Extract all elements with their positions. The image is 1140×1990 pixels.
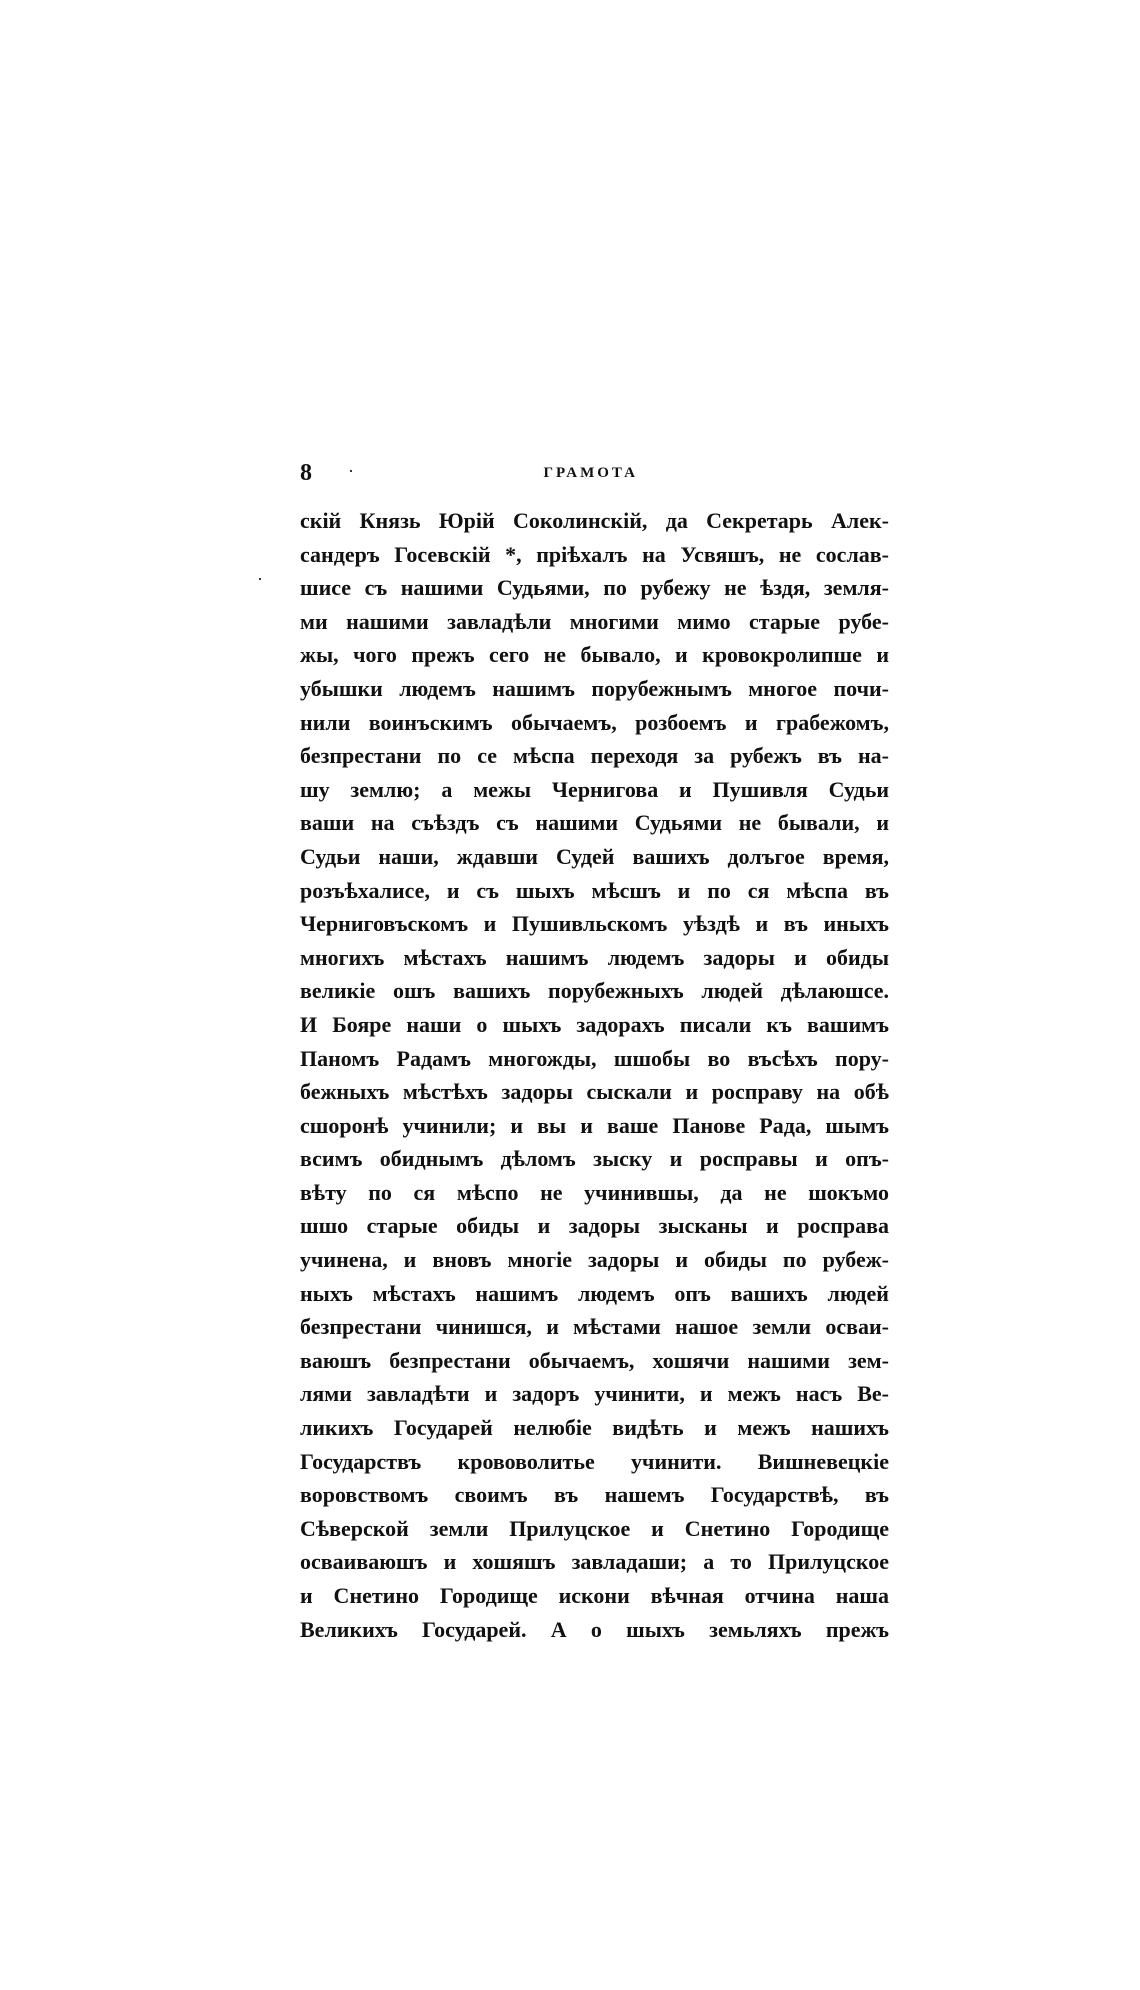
margin-mark: · — [257, 569, 263, 589]
text-line: сшоронѣ учинили; и вы и ваше Панове Рада, шымъ — [300, 1112, 889, 1138]
text-line: Паномъ Радамъ многожды, шшобы во въсѣхъ пору- — [300, 1045, 889, 1071]
text-line: безпрестани чинишся, и мѣстами нашое земли осваи- — [300, 1314, 889, 1340]
text-line: безпрестани по се мѣспа переходя за рубежъ въ на- — [300, 743, 889, 769]
text-line: жы, чого прежъ сего не бывало, и кровокролипше и — [300, 642, 889, 668]
text-line: ваюшъ безпрестани обычаемъ, хошячи нашими зем- — [300, 1347, 889, 1373]
text-line: многихъ мѣстахъ нашимъ людемъ задоры и обиды — [300, 944, 889, 970]
text-line: ваши на съѣздъ съ нашими Судьями не бывали, и — [300, 810, 889, 836]
text-line: лями завладѣти и задоръ учинити, и межъ насъ Ве- — [300, 1381, 889, 1407]
text-line: шисе съ нашими Судьями, по рубежу не ѣздя, земля- — [300, 575, 889, 601]
text-line: Великихъ Государей. А о шыхъ земьляхъ прежъ — [300, 1616, 889, 1642]
text-line: всимъ обиднымъ дѣломъ зыску и росправы и опъ- — [300, 1146, 889, 1172]
body-text — [300, 504, 889, 1646]
text-line: розъѣхалисе, и съ шыхъ мѣсшъ и по ся мѣспа въ — [300, 877, 889, 903]
text-line: сандеръ Госевскій *, пріѣхалъ на Усвяшъ, не сослав- — [300, 541, 889, 567]
page-number: 8 — [300, 460, 312, 486]
text-line: ныхъ мѣстахъ нашимъ людемъ опъ вашихъ людей — [300, 1280, 889, 1306]
text-line: нили воинъскимъ обычаемъ, розбоемъ и грабежомъ, — [300, 709, 889, 735]
text-line: шу землю; а межы Чернигова и Пушивля Судьи — [300, 776, 889, 802]
running-title: ГРАМОТА — [543, 465, 638, 481]
text-line: Черниговъскомъ и Пушивльскомъ уѣздѣ и въ иныхъ — [300, 911, 889, 937]
running-head — [300, 458, 638, 488]
text-line: великіе ошъ вашихъ порубежныхъ людей дѣлаюшсе. — [300, 978, 889, 1004]
text-line: учинена, и вновъ многіе задоры и обиды по рубеж- — [300, 1247, 889, 1273]
text-line: Государствъ крововолитье учинити. Вишневецкіе — [300, 1448, 889, 1474]
text-line: Судьи наши, ждавши Судей вашихъ долъгое время, — [300, 843, 889, 869]
text-line: воровствомъ своимъ въ нашемъ Государствѣ, въ — [300, 1482, 889, 1508]
text-line: скій Князь Юрій Соколинскій, да Секретарь Алек- — [300, 508, 889, 533]
text-line: и Снетино Городище искони вѣчная отчина наша — [300, 1583, 889, 1608]
text-line: убышки людемъ нашимъ порубежнымъ многое почи- — [300, 675, 889, 701]
text-line: И Бояре наши о шыхъ задорахъ писали къ вашимъ — [300, 1011, 889, 1037]
text-line: ликихъ Государей нелюбіе видѣть и межъ нашихъ — [300, 1415, 889, 1441]
text-line: вѣту по ся мѣспо не учинившы, да не шокъмо — [300, 1179, 889, 1205]
text-line: Сѣверской земли Прилуцское и Снетино Городище — [300, 1515, 889, 1541]
text-line: шшо старые обиды и задоры зысканы и росправа — [300, 1213, 889, 1239]
text-line: бежныхъ мѣстѣхъ задоры сыскали и росправу на обѣ — [300, 1079, 889, 1105]
header-separator: · — [348, 461, 354, 481]
text-line: осваиваюшъ и хошяшъ завладаши; а то Прилуцское — [300, 1549, 889, 1575]
text-line: ми нашими завладѣли многими мимо старые рубе- — [300, 608, 889, 634]
